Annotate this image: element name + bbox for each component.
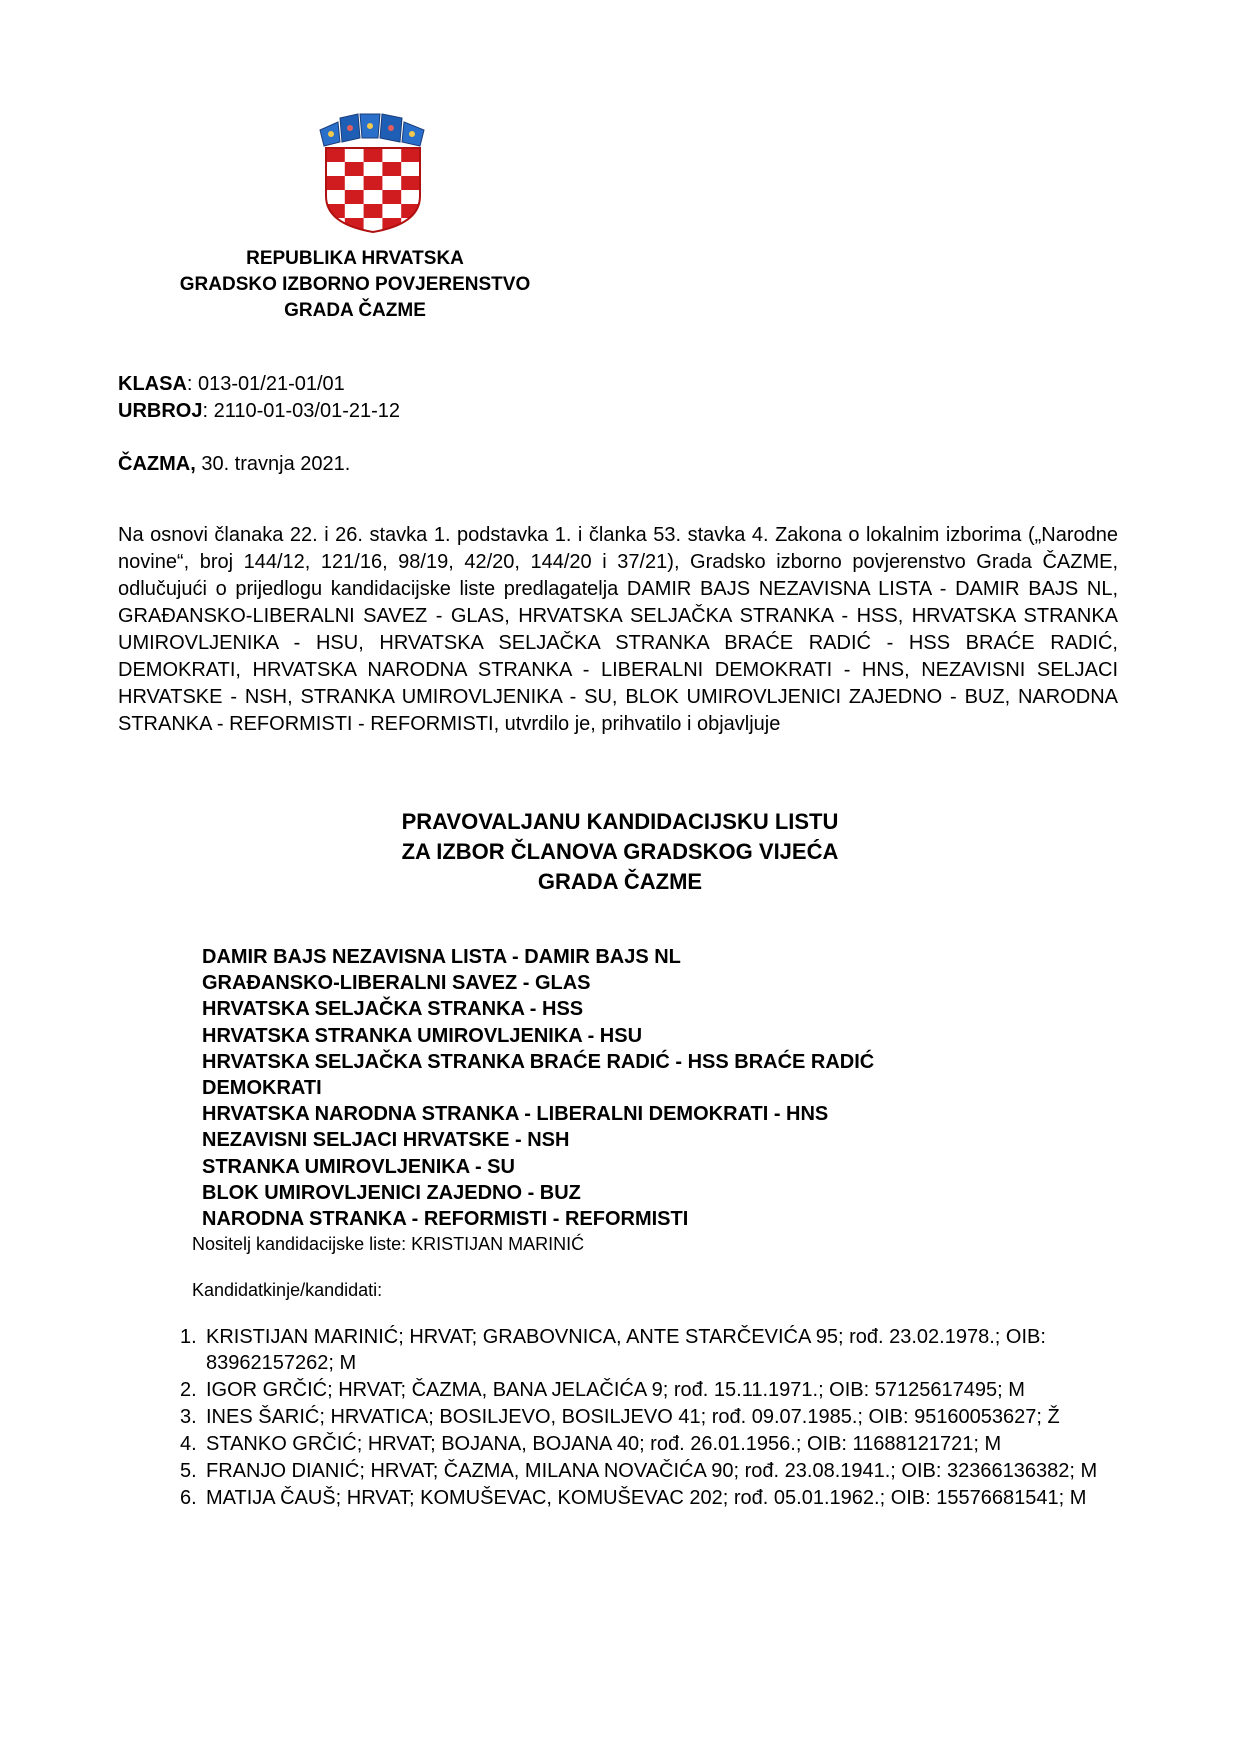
candidate-number: 1. <box>180 1326 197 1348</box>
checker-square <box>345 176 364 191</box>
checker-square <box>382 204 401 219</box>
checker-square <box>401 162 420 177</box>
candidate-text: FRANJO DIANIĆ; HRVAT; ČAZMA, MILANA NOVAČIĆA 90; rođ. 23.08.1941.; OIB: 32366136382; M <box>206 1460 1098 1482</box>
header-line-2: GRADSKO IZBORNO POVJERENSTVO <box>179 274 531 295</box>
checker-square <box>345 190 364 205</box>
candidate-text: MATIJA ČAUŠ; HRVAT; KOMUŠEVAC, KOMUŠEVAC 202; rođ. 05.01.1962.; OIB: 15576681541; M <box>206 1487 1087 1509</box>
candidate-item <box>180 1324 1115 1376</box>
checker-square <box>364 162 383 177</box>
party-item: HRVATSKA SELJAČKA STRANKA BRAĆE RADIĆ - HSS BRAĆE RADIĆ <box>202 1050 875 1073</box>
party-item: HRVATSKA NARODNA STRANKA - LIBERALNI DEMOKRATI - HNS <box>202 1103 829 1126</box>
candidate-number: 5. <box>180 1460 197 1482</box>
klasa-label: KLASA <box>118 373 187 395</box>
checker-square <box>326 162 345 177</box>
klasa-line <box>118 371 345 398</box>
checker-square <box>382 148 401 163</box>
candidate-text: IGOR GRČIĆ; HRVAT; ČAZMA, BANA JELAČIĆA 9; rođ. 15.11.1971.; OIB: 57125617495; M <box>206 1379 1025 1401</box>
place-label: ČAZMA, <box>118 453 196 475</box>
date-value: 30. travnja 2021. <box>195 453 351 475</box>
checker-square <box>401 218 420 233</box>
issuer-header <box>150 246 560 324</box>
document-title <box>250 807 990 897</box>
party-item: NEZAVISNI SELJACI HRVATSKE - NSH <box>202 1129 570 1152</box>
checker-square <box>382 162 401 177</box>
party-item: NARODNA STRANKA - REFORMISTI - REFORMISTI <box>202 1208 689 1231</box>
list-holder: Nositelj kandidacijske liste: KRISTIJAN MARINIĆ <box>192 1234 585 1254</box>
party-item: STRANKA UMIROVLJENIKA - SU <box>202 1155 515 1178</box>
checker-square <box>345 204 364 219</box>
urbroj-value: : 2110-01-03/01-21-12 <box>202 400 401 422</box>
checker-square <box>364 204 383 219</box>
candidate-text: KRISTIJAN MARINIĆ; HRVAT; GRABOVNICA, ANTE STARČEVIĆA 95; rođ. 23.02.1978.; OIB: 83962157262; M <box>206 1326 1046 1374</box>
checker-square <box>401 148 420 163</box>
candidate-number: 6. <box>180 1487 197 1509</box>
checker-square <box>401 190 420 205</box>
place-date-line <box>118 451 350 478</box>
checker-square <box>326 148 345 163</box>
header-line-3: GRADA ČAZME <box>284 300 426 321</box>
party-item: DEMOKRATI <box>202 1077 322 1100</box>
checker-square <box>382 176 401 191</box>
title-line-3: GRADA ČAZME <box>537 869 703 894</box>
party-item: HRVATSKA STRANKA UMIROVLJENIKA - HSU <box>202 1024 643 1047</box>
checker-square <box>401 176 420 191</box>
checker-square <box>326 190 345 205</box>
title-line-1: PRAVOVALJANU KANDIDACIJSKU LISTU <box>401 809 839 834</box>
intro-paragraph: Na osnovi članaka 22. i 26. stavka 1. podstavka 1. i članka 53. stavka 4. Zakona o lokalnim izborima („Narodne novine“, broj 144/12, 121/16, 98/19, 42/20, 144/20 i 37/21), Gradsko izborno povjerenstvo Grada ČAZME, odlučujući o prijedlogu kandidacijske liste predlagatelja DAMIR BAJS NEZAVISNA LISTA - DAMIR BAJS NL, GRAĐANSKO-LIBERALNI SAVEZ - GLAS, HRVATSKA SELJAČKA STRANKA - HSS, HRVATSKA STRANKA UMIROVLJENIKA - HSU, HRVATSKA SELJAČKA STRANKA BRAĆE RADIĆ - HSS BRAĆE RADIĆ, DEMOKRATI, HRVATSKA NARODNA STRANKA - LIBERALNI DEMOKRATI - HNS, NEZAVISNI SELJACI HRVATSKE - NSH, STRANKA UMIROVLJENIKA - SU, BLOK UMIROVLJENICI ZAJEDNO - BUZ, NARODNA STRANKA - REFORMISTI - REFORMISTI, utvrdilo je, prihvatilo i objavljuje <box>118 524 1118 735</box>
header-line-1: REPUBLIKA HRVATSKA <box>246 248 464 269</box>
candidate-item <box>180 1404 1115 1430</box>
coat-of-arms-icon <box>318 112 428 234</box>
candidate-list <box>180 1324 1115 1512</box>
checker-square <box>326 176 345 191</box>
checker-square <box>364 148 383 163</box>
candidate-number: 2. <box>180 1379 197 1401</box>
candidate-text: INES ŠARIĆ; HRVATICA; BOSILJEVO, BOSILJEVO 41; rođ. 09.07.1985.; OIB: 95160053627; Ž <box>206 1406 1060 1428</box>
checker-square <box>364 190 383 205</box>
checker-square <box>382 190 401 205</box>
party-item: DAMIR BAJS NEZAVISNA LISTA - DAMIR BAJS NL <box>202 946 681 968</box>
urbroj-label: URBROJ <box>118 400 203 422</box>
checker-square <box>345 148 364 163</box>
candidate-item <box>180 1377 1115 1403</box>
candidate-number: 4. <box>180 1433 197 1455</box>
party-item: HRVATSKA SELJAČKA STRANKA - HSS <box>202 998 584 1021</box>
candidate-item <box>180 1431 1115 1457</box>
klasa-value: : 013-01/21-01/01 <box>186 373 345 395</box>
candidate-number: 3. <box>180 1406 197 1428</box>
candidate-item <box>180 1485 1115 1511</box>
party-item: BLOK UMIROVLJENICI ZAJEDNO - BUZ <box>202 1181 581 1204</box>
party-item: GRAĐANSKO-LIBERALNI SAVEZ - GLAS <box>202 972 591 995</box>
title-line-2: ZA IZBOR ČLANOVA GRADSKOG VIJEĆA <box>401 839 839 864</box>
checker-square <box>326 218 345 233</box>
checker-square <box>364 176 383 191</box>
crown <box>320 114 424 146</box>
checker-square <box>345 162 364 177</box>
party-list <box>202 944 1102 1232</box>
candidate-text: STANKO GRČIĆ; HRVAT; BOJANA, BOJANA 40; rođ. 26.01.1956.; OIB: 11688121721; M <box>206 1433 1002 1455</box>
candidate-item <box>180 1458 1115 1484</box>
urbroj-line <box>118 398 400 425</box>
candidates-heading: Kandidatkinje/kandidati: <box>192 1280 383 1300</box>
